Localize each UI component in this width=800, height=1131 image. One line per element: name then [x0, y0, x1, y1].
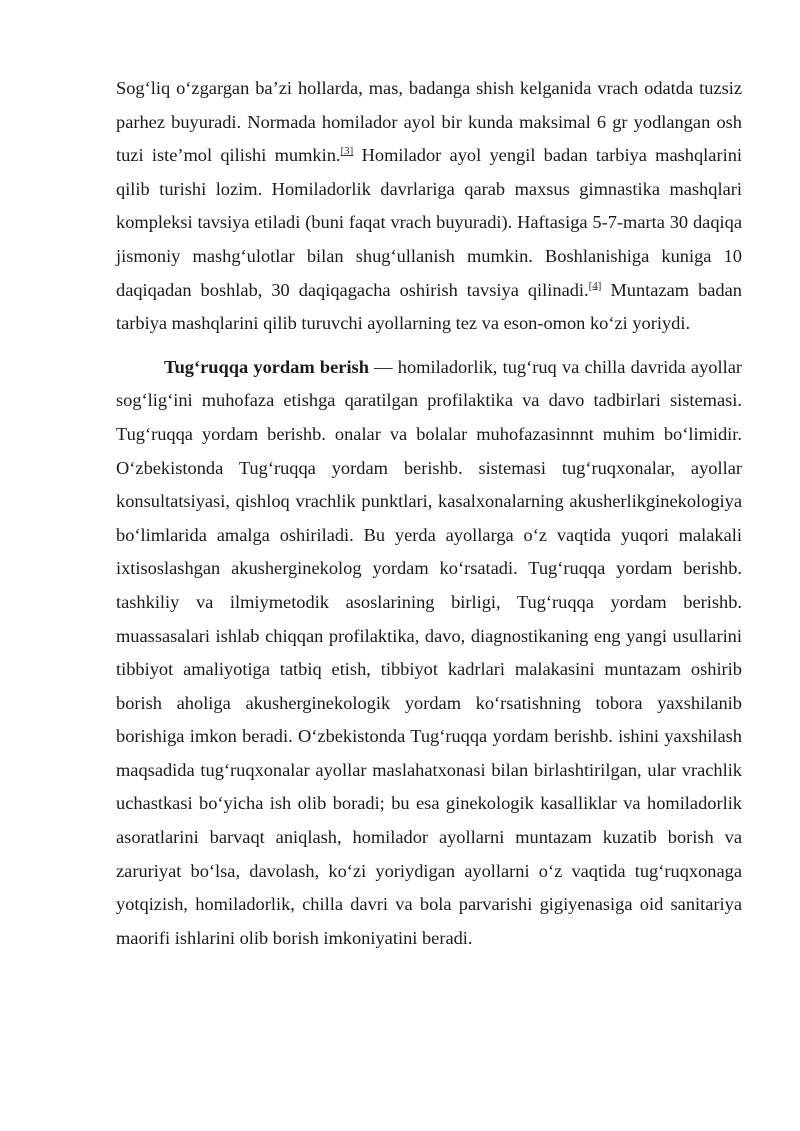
document-page: [116, 72, 742, 955]
footnote-ref-3[interactable]: [3]: [340, 145, 354, 158]
paragraph-childbirth-assistance: [116, 351, 742, 956]
footnote-ref-4[interactable]: [4]: [588, 279, 602, 292]
paragraph2-text: — homiladorlik, tug‘ruq va chilla davrida ayollar sog‘lig‘ini muhofaza etishga qaratilgan profilaktika va davo tadbirlari sistemasi. Tug‘ruqqa yordam berishb. onalar va bolalar muhofazasinnnt muhim bo‘limidir. O‘zbekistonda Tug‘ruqqa yordam berishb. sistemasi tug‘ruqxonalar, ayollar konsultatsiyasi, qishloq vrachlik punktlari, kasalxonalarning akusherlikginekologiya bo‘limlarida amalga oshiriladi. Bu yerda ayollarga o‘z vaqtida yuqori malakali ixtisoslashgan akusherginekolog yordam ko‘rsatadi. Tug‘ruqqa yordam berishb. tashkiliy va ilmiymetodik asoslarining birligi, Tug‘ruqqa yordam berishb. muassasalari ishlab chiqqan profilaktika, davo, diagnostikaning eng yangi usullarini tibbiyot amaliyotiga tatbiq etish, tibbiyot kadrlari malakasini muntazam oshirib borish aholiga akusherginekologik yordam ko‘rsatishning tobora yaxshilanib borishiga imkon beradi. O‘zbekistonda Tug‘ruqqa yordam berishb. ishini yaxshilash maqsadida tug‘ruqxonalar ayollar maslahatxonasi bilan birlashtirilgan, ular vrachlik uchastkasi bo‘yicha ish olib boradi; bu esa ginekologik kasalliklar va homiladorlik asoratlarini barvaqt aniqlash, homilador ayollarni muntazam kuzatib borish va zaruriyat bo‘lsa, davolash, ko‘zi yoriydigan ayollarni o‘z vaqtida tug‘ruqxonaga yotqizish, homiladorlik, chilla davri va bola parvarishi gigiyenasiga oid sanitariya maorifi ishlarini olib borish imkoniyatini beradi.: [116, 356, 742, 948]
paragraph1-text-1: Sog‘liq o‘zgargan ba’zi hollarda, mas, badanga shish kelganida vrach odatda tuzsiz parhez buyuradi. Normada homilador ayol bir kunda maksimal 6 gr yodlangan osh tuzi iste’mol qilishi mumkin.: [116, 78, 742, 166]
paragraph1-text-2: Homilador ayol yengil badan tarbiya mashqlarini qilib turishi lozim. Homiladorlik davrlariga qarab maxsus gimnastika mashqlari kompleksi tavsiya etiladi (buni faqat vrach buyuradi). Haftasiga 5-7-marta 30 daqiqa jismoniy mashg‘ulotlar bilan shug‘ullanish mumkin. Boshlanishiga kuniga 10 daqiqadan boshlab, 30 daqiqagacha oshirish tavsiya qilinadi.: [116, 145, 742, 300]
paragraph-diet-exercise: [116, 72, 742, 341]
term-heading: Tug‘ruqqa yordam berish: [164, 356, 369, 377]
paragraph1-text-3: Muntazam badan tarbiya mashqlarini qilib turuvchi ayollarning tez va eson-omon ko‘zi yoriydi.: [116, 279, 742, 334]
